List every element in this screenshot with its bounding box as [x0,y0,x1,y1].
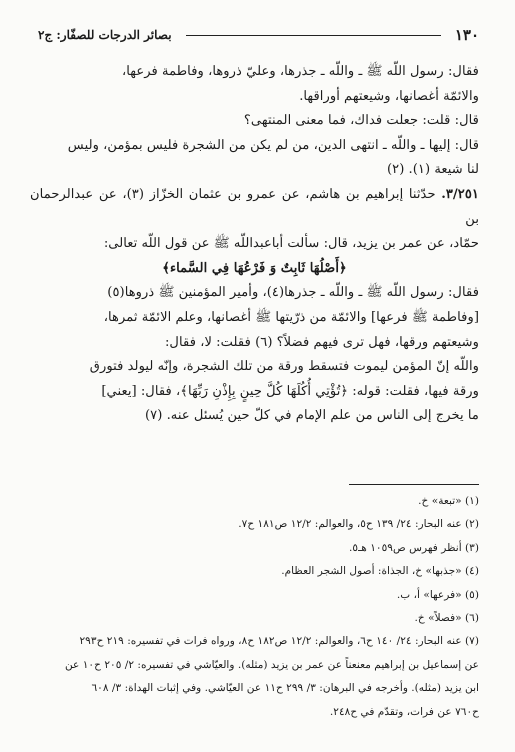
text-line: ورقة فيها، فقلت: قوله: ﴿تُؤْتِي أُكُلَهَا كُلَّ حِينٍ بِإِذْنِ رَبِّهَا﴾، فقال: [يعني] [101,383,479,399]
footnote: (٣) أنظر فهرس ص١٠٥٩ هـ٥. [349,541,479,554]
footnote: (١) «تبعة» خ. [418,495,479,507]
text-line: فقال: رسول اللّه ﷺ ـ واللّه ـ جذرها(٤)، وأمير المؤمنين ﷺ ذروها(٥) [107,285,479,301]
footnote: (٧) عنه البحار: ٢٤/ ١٤٠ ح٦، والعوالم: ١٢/٢ ص١٨٢ ح٨، ورواه فرات في تفسيره: ٢١٩ ح٢٩٣ [79,635,479,648]
footnote-separator [349,484,479,485]
text-line: والائمّة أغصانها، وشيعتهم أوراقها. [299,88,479,104]
footnote: (٥) «فرعها» أ، ب. [396,588,479,601]
hadith-number: ٣/٢٥١. [441,186,479,202]
footnote: (٦) «فصلاً» خ. [414,612,479,625]
footnote-continuation: عن إسماعيل بن إبراهيم معنعناً عن عمر بن يزيد (مثله). والعيّاشي في تفسيره: ٢/ ٢٠٥ ح١٠ عن [64,658,479,671]
text-line: [وفاطمة ﷺ فرعها] والائمّة من ذرّيتها ﷺ أغصانها، وعلم الائمّة ثمرها، [103,309,479,325]
text-line: واللّه إنّ المؤمن ليموت فتسقط ورقة من تلك الشجرة، وإنّه ليولد فتورق [89,359,479,375]
footnote: (٤) «جذبها» خ، الجذاة: أصول الشجر العظام. [281,565,479,578]
hadith-first-line [30,183,479,232]
page-header [38,24,479,46]
footnotes [30,490,479,724]
text-line: قال: إليها ـ واللّه ـ انتهى الدين، من لم يكن من الشجرة فليس بمؤمن، وليس [67,137,479,153]
header-rule [186,35,441,36]
text-line: حمّاد، عن عمر بن يزيد، قال: سألت أباعبداللّه ﷺ عن قول اللّه تعالى: [103,236,479,252]
hadith-text: حدّثنا إبراهيم بن هاشم، عن عمرو بن عثمان الخزّاز (٣)، عن عبدالرحمان بن [30,186,479,227]
text-line: لنا شيعة (١). (٢) [386,162,479,178]
quran-verse: ﴿أَصْلُهَا ثَابِتٌ وَ فَرْعُهَا فِي السَّماء﴾ [162,260,347,276]
footnote: (٢) عنه البحار: ٢٤/ ١٣٩ ح٥، والعوالم: ١٢/٢ ص١٨١ ح٧. [238,518,479,531]
main-text [30,60,479,429]
page-number: ١٣٠ [454,26,479,44]
text-line: وشيعتهم ورقها، فهل ترى فيهم فضلاً؟ (٦) فقلت: لا، فقال: [164,334,479,350]
text-line: قال: قلت: جعلت فداك، فما معنى المنتهى؟ [243,113,479,129]
footnote-continuation: ابن يزيد (مثله). وأخرجه في البرهان: ٣/ ٢٩٩ ح١١ عن العيّاشي. وفي إثبات الهداة: ٣/ ٦٠٨ [91,682,479,695]
footnote-continuation: ح٧٦٠ عن فرات، وتقدّم في ح٢٤٨. [329,705,479,718]
text-line: فقال: رسول اللّه ﷺ ـ واللّه ـ جذرها، وعليّ ذروها، وفاطمة فرعها، [122,64,479,79]
running-title: بصائر الدرجات للصفّار: ج٢ [38,28,172,42]
text-line: ما يخرج إلى الناس من علم الإمام في كلّ حين يُسئل عنه. (٧) [145,408,479,424]
